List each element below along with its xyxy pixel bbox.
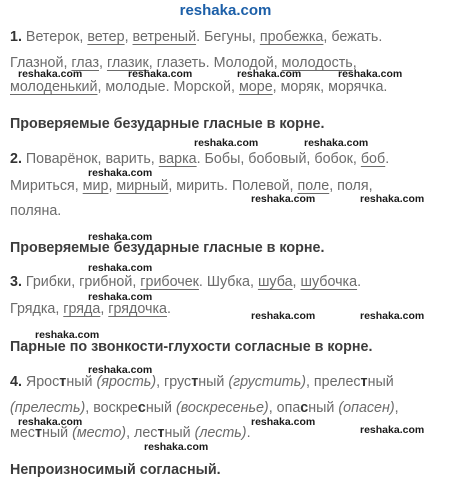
text: , грус (156, 374, 192, 390)
watermark: reshaka.com (128, 68, 193, 80)
watermark: reshaka.com (88, 231, 153, 243)
underlined-word: пробежка (259, 29, 324, 45)
text: ный (198, 374, 229, 390)
watermark: reshaka.com (251, 416, 316, 428)
bold-letter: с (137, 400, 146, 416)
underlined-word: варка (158, 151, 197, 167)
watermark: reshaka.com (360, 193, 425, 205)
watermark: reshaka.com (360, 310, 425, 322)
text: , опа (268, 400, 301, 416)
text: Ветерок, (21, 29, 88, 45)
site-header-watermark: reshaka.com (179, 2, 272, 19)
underlined-word: ветер (87, 29, 125, 45)
underlined-word: море (238, 79, 273, 95)
bold-letter: т (157, 425, 165, 441)
text: . (385, 151, 390, 167)
text: , лес (126, 425, 158, 441)
text: Грядка, (10, 301, 64, 317)
text: Ярос (21, 374, 60, 390)
text: , прелес (305, 374, 361, 390)
underlined-word: гряда (63, 301, 101, 317)
sec4-line2 (10, 399, 399, 417)
bold-letter: т (360, 374, 368, 390)
watermark: reshaka.com (88, 291, 153, 303)
heading-2: Проверяемые безударные гласные в корне. (10, 240, 325, 256)
text: Мириться, (10, 178, 83, 194)
text: ный (164, 425, 195, 441)
underlined-word: ветреный (132, 29, 197, 45)
heading-1: Проверяемые безударные гласные в корне. (10, 116, 325, 132)
underlined-word: глаз (71, 55, 99, 71)
watermark: reshaka.com (251, 193, 316, 205)
text: , бежать. (323, 29, 383, 45)
text: . (246, 425, 251, 441)
underlined-word: мир (82, 178, 109, 194)
italic-check-word: (прелесть) (10, 400, 86, 416)
underlined-word: грибочек (140, 274, 199, 290)
watermark: reshaka.com (360, 424, 425, 436)
text: , мирить. Полевой, (168, 178, 298, 194)
watermark: reshaka.com (144, 441, 209, 453)
underlined-word: поле (297, 178, 330, 194)
sec2-line3 (10, 202, 61, 220)
underlined-word: шуба (257, 274, 293, 290)
watermark: reshaka.com (194, 137, 259, 149)
sec1-line1 (10, 28, 382, 46)
text: ный (41, 425, 73, 441)
heading-4: Непроизносимый согласный. (10, 462, 221, 478)
italic-check-word: (воскресенье) (175, 400, 269, 416)
sec3-number: 3. (10, 274, 22, 290)
watermark: reshaka.com (251, 310, 316, 322)
text: Грибки, грибной, (21, 274, 141, 290)
text: . (357, 274, 362, 290)
underlined-word: шубочка (300, 274, 358, 290)
underlined-word: грядочка (108, 301, 167, 317)
underlined-word: молодость (281, 55, 353, 71)
text: ный (66, 374, 97, 390)
watermark: reshaka.com (35, 329, 100, 341)
text: , (99, 55, 107, 71)
sec3-line1 (10, 273, 361, 291)
text: , поля, (329, 178, 373, 194)
underlined-word: молоденький (10, 79, 98, 95)
text: . Бобы, бобовый, бобок, (196, 151, 361, 167)
text: ный (308, 400, 339, 416)
underlined-word: глазик (106, 55, 149, 71)
text: ный (145, 400, 176, 416)
text: . Бегуны, (196, 29, 260, 45)
heading-3: Парные по звонкости-глухости согласные в корне. (10, 339, 373, 355)
watermark: reshaka.com (18, 416, 83, 428)
sec2-line1 (10, 150, 389, 168)
sec4-number: 4. (10, 374, 22, 390)
watermark: reshaka.com (88, 364, 153, 376)
sec4-line1 (10, 373, 394, 391)
sec2-line2 (10, 177, 373, 195)
watermark: reshaka.com (18, 68, 83, 80)
bold-letter: т (191, 374, 199, 390)
sec1-number: 1. (10, 29, 22, 45)
text: , (108, 178, 117, 194)
text: мес (10, 425, 35, 441)
italic-check-word: (место) (72, 425, 127, 441)
italic-check-word: (опасен) (338, 400, 395, 416)
watermark: reshaka.com (88, 167, 153, 179)
text: , (100, 301, 109, 317)
text: поляна. (10, 203, 62, 219)
italic-check-word: (ярость) (96, 374, 157, 390)
text: Глазной, (10, 55, 72, 71)
text: Поварёнок, варить, (21, 151, 159, 167)
text: , воскре (85, 400, 138, 416)
underlined-word: боб (360, 151, 386, 167)
text: . (166, 301, 171, 317)
bold-letter: с (300, 400, 309, 416)
italic-check-word: (лесть) (194, 425, 247, 441)
text: , (352, 55, 357, 71)
italic-check-word: (грустить) (228, 374, 306, 390)
text: , (394, 400, 399, 416)
sec1-line3 (10, 78, 387, 96)
underlined-word: мирный (116, 178, 169, 194)
text: , моряк, морячка. (272, 79, 388, 95)
text: ный (367, 374, 394, 390)
text: , глазеть. Молодой, (148, 55, 282, 71)
text: . Шубка, (198, 274, 258, 290)
sec2-number: 2. (10, 151, 22, 167)
bold-letter: т (34, 425, 42, 441)
text: , молодые. Морской, (97, 79, 239, 95)
watermark: reshaka.com (237, 68, 302, 80)
watermark: reshaka.com (304, 137, 369, 149)
text: , (124, 29, 133, 45)
text: , (292, 274, 301, 290)
watermark: reshaka.com (338, 68, 403, 80)
bold-letter: т (59, 374, 67, 390)
watermark: reshaka.com (88, 262, 153, 274)
